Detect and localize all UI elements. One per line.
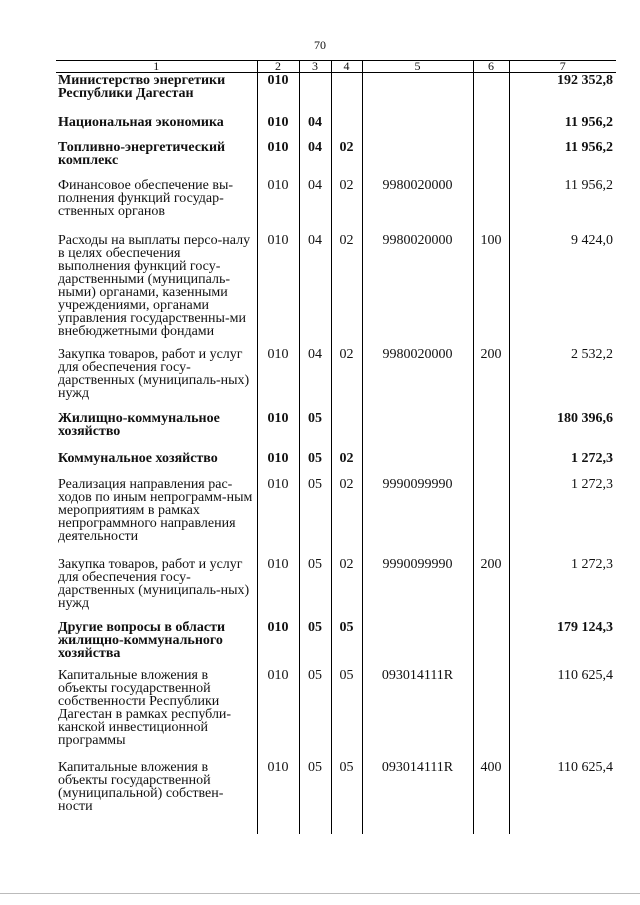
row-ministry-code: 010	[257, 557, 299, 620]
table-row	[56, 178, 616, 233]
row-ministry-code: 010	[257, 668, 299, 760]
row-amount: 11 956,2	[509, 115, 616, 140]
row-name: Национальная экономика	[58, 114, 224, 130]
row-ministry-code: 010	[257, 140, 299, 178]
row-ministry-code: 010	[257, 477, 299, 557]
row-target-article: 093014111R	[362, 760, 473, 834]
table-row	[56, 477, 616, 557]
row-section-code: 05	[299, 411, 331, 451]
row-subsection-code	[331, 411, 362, 451]
row-amount: 9 424,0	[509, 233, 616, 347]
row-section-code: 05	[299, 760, 331, 834]
row-ministry-code: 010	[257, 411, 299, 451]
row-amount: 2 532,2	[509, 347, 616, 411]
row-name: Закупка товаров, работ и услуг для обеспечения госу-дарственных (муниципаль-ных) нужд	[58, 346, 250, 401]
row-section-code: 04	[299, 233, 331, 347]
row-ministry-code: 010	[257, 115, 299, 140]
row-target-article	[362, 140, 473, 178]
row-expense-type	[473, 178, 509, 233]
row-expense-type	[473, 411, 509, 451]
row-ministry-code: 010	[257, 451, 299, 477]
row-section-code	[299, 73, 331, 115]
table-row	[56, 668, 616, 760]
row-target-article: 9990099990	[362, 477, 473, 557]
row-subsection-code: 02	[331, 557, 362, 620]
row-expense-type	[473, 668, 509, 760]
row-target-article: 9990099990	[362, 557, 473, 620]
table-row	[56, 620, 616, 668]
row-ministry-code: 010	[257, 73, 299, 115]
row-subsection-code	[331, 73, 362, 115]
table-row	[56, 557, 616, 620]
page-edge-line	[0, 893, 640, 894]
row-amount: 1 272,3	[509, 557, 616, 620]
row-target-article: 093014111R	[362, 668, 473, 760]
table-row	[56, 115, 616, 140]
row-target-article	[362, 73, 473, 115]
row-ministry-code: 010	[257, 347, 299, 411]
table-row	[56, 451, 616, 477]
row-name: Министерство энергетики Республики Дагестан	[58, 73, 226, 101]
row-name: Топливно-энергетический комплекс	[58, 139, 226, 168]
row-amount: 1 272,3	[509, 451, 616, 477]
row-expense-type: 400	[473, 760, 509, 834]
row-subsection-code	[331, 115, 362, 140]
row-subsection-code: 02	[331, 477, 362, 557]
row-section-code: 05	[299, 668, 331, 760]
row-subsection-code: 05	[331, 620, 362, 668]
row-name: Жилищно-коммунальное хозяйство	[58, 410, 220, 439]
row-subsection-code: 05	[331, 760, 362, 834]
row-amount: 179 124,3	[509, 620, 616, 668]
row-subsection-code: 02	[331, 451, 362, 477]
row-target-article	[362, 115, 473, 140]
column-header: 1	[56, 61, 257, 73]
row-amount: 192 352,8	[509, 73, 616, 115]
table-row	[56, 347, 616, 411]
column-header: 4	[331, 61, 362, 73]
row-amount: 11 956,2	[509, 140, 616, 178]
row-target-article: 9980020000	[362, 347, 473, 411]
row-expense-type: 200	[473, 557, 509, 620]
page-number: 70	[314, 38, 326, 52]
row-section-code: 05	[299, 477, 331, 557]
table-row	[56, 233, 616, 347]
row-subsection-code: 02	[331, 178, 362, 233]
column-header: 3	[299, 61, 331, 73]
row-section-code: 04	[299, 140, 331, 178]
row-section-code: 04	[299, 178, 331, 233]
row-expense-type	[473, 477, 509, 557]
row-name: Расходы на выплаты персо-налу в целях обеспечения выполнения функций госу-дарственными (муниципаль-ными) органами, казенными учреждениями, органами управления государственны-ми внебюджетными фондами	[58, 232, 251, 339]
row-name: Финансовое обеспечение вы-полнения функций государ-ственных органов	[58, 177, 234, 219]
row-ministry-code: 010	[257, 178, 299, 233]
table-row	[56, 411, 616, 451]
row-subsection-code: 02	[331, 347, 362, 411]
row-target-article	[362, 451, 473, 477]
row-expense-type: 100	[473, 233, 509, 347]
row-name: Реализация направления рас-ходов по иным непрограмм-ным мероприятиям в рамках непрограммного направления деятельности	[58, 476, 253, 544]
row-target-article	[362, 411, 473, 451]
row-section-code: 05	[299, 451, 331, 477]
row-expense-type	[473, 451, 509, 477]
row-ministry-code: 010	[257, 620, 299, 668]
row-expense-type	[473, 73, 509, 115]
column-header: 7	[509, 61, 616, 73]
row-subsection-code: 02	[331, 140, 362, 178]
row-target-article: 9980020000	[362, 233, 473, 347]
row-expense-type	[473, 140, 509, 178]
header-row	[56, 61, 616, 73]
row-expense-type	[473, 115, 509, 140]
budget-table	[56, 60, 616, 834]
row-amount: 110 625,4	[509, 668, 616, 760]
row-amount: 1 272,3	[509, 477, 616, 557]
column-header: 6	[473, 61, 509, 73]
row-section-code: 05	[299, 620, 331, 668]
row-ministry-code: 010	[257, 760, 299, 834]
row-expense-type: 200	[473, 347, 509, 411]
row-expense-type	[473, 620, 509, 668]
row-name: Закупка товаров, работ и услуг для обеспечения госу-дарственных (муниципаль-ных) нужд	[58, 556, 250, 611]
row-name: Коммунальное хозяйство	[58, 450, 218, 466]
table-row	[56, 73, 616, 115]
row-section-code: 05	[299, 557, 331, 620]
column-header: 5	[362, 61, 473, 73]
row-ministry-code: 010	[257, 233, 299, 347]
row-target-article: 9980020000	[362, 178, 473, 233]
row-name: Капитальные вложения в объекты государственной (муниципальной) собствен-ности	[58, 759, 224, 814]
row-amount: 110 625,4	[509, 760, 616, 834]
row-amount: 11 956,2	[509, 178, 616, 233]
row-section-code: 04	[299, 347, 331, 411]
row-name: Другие вопросы в области жилищно-коммунального хозяйства	[58, 619, 226, 661]
row-subsection-code: 05	[331, 668, 362, 760]
row-amount: 180 396,6	[509, 411, 616, 451]
row-section-code: 04	[299, 115, 331, 140]
row-subsection-code: 02	[331, 233, 362, 347]
table-row	[56, 760, 616, 834]
table-row	[56, 140, 616, 178]
row-name: Капитальные вложения в объекты государственной собственности Республики Дагестан в рамках республи-канской инвестиционной программы	[58, 667, 232, 748]
column-header: 2	[257, 61, 299, 73]
row-target-article	[362, 620, 473, 668]
